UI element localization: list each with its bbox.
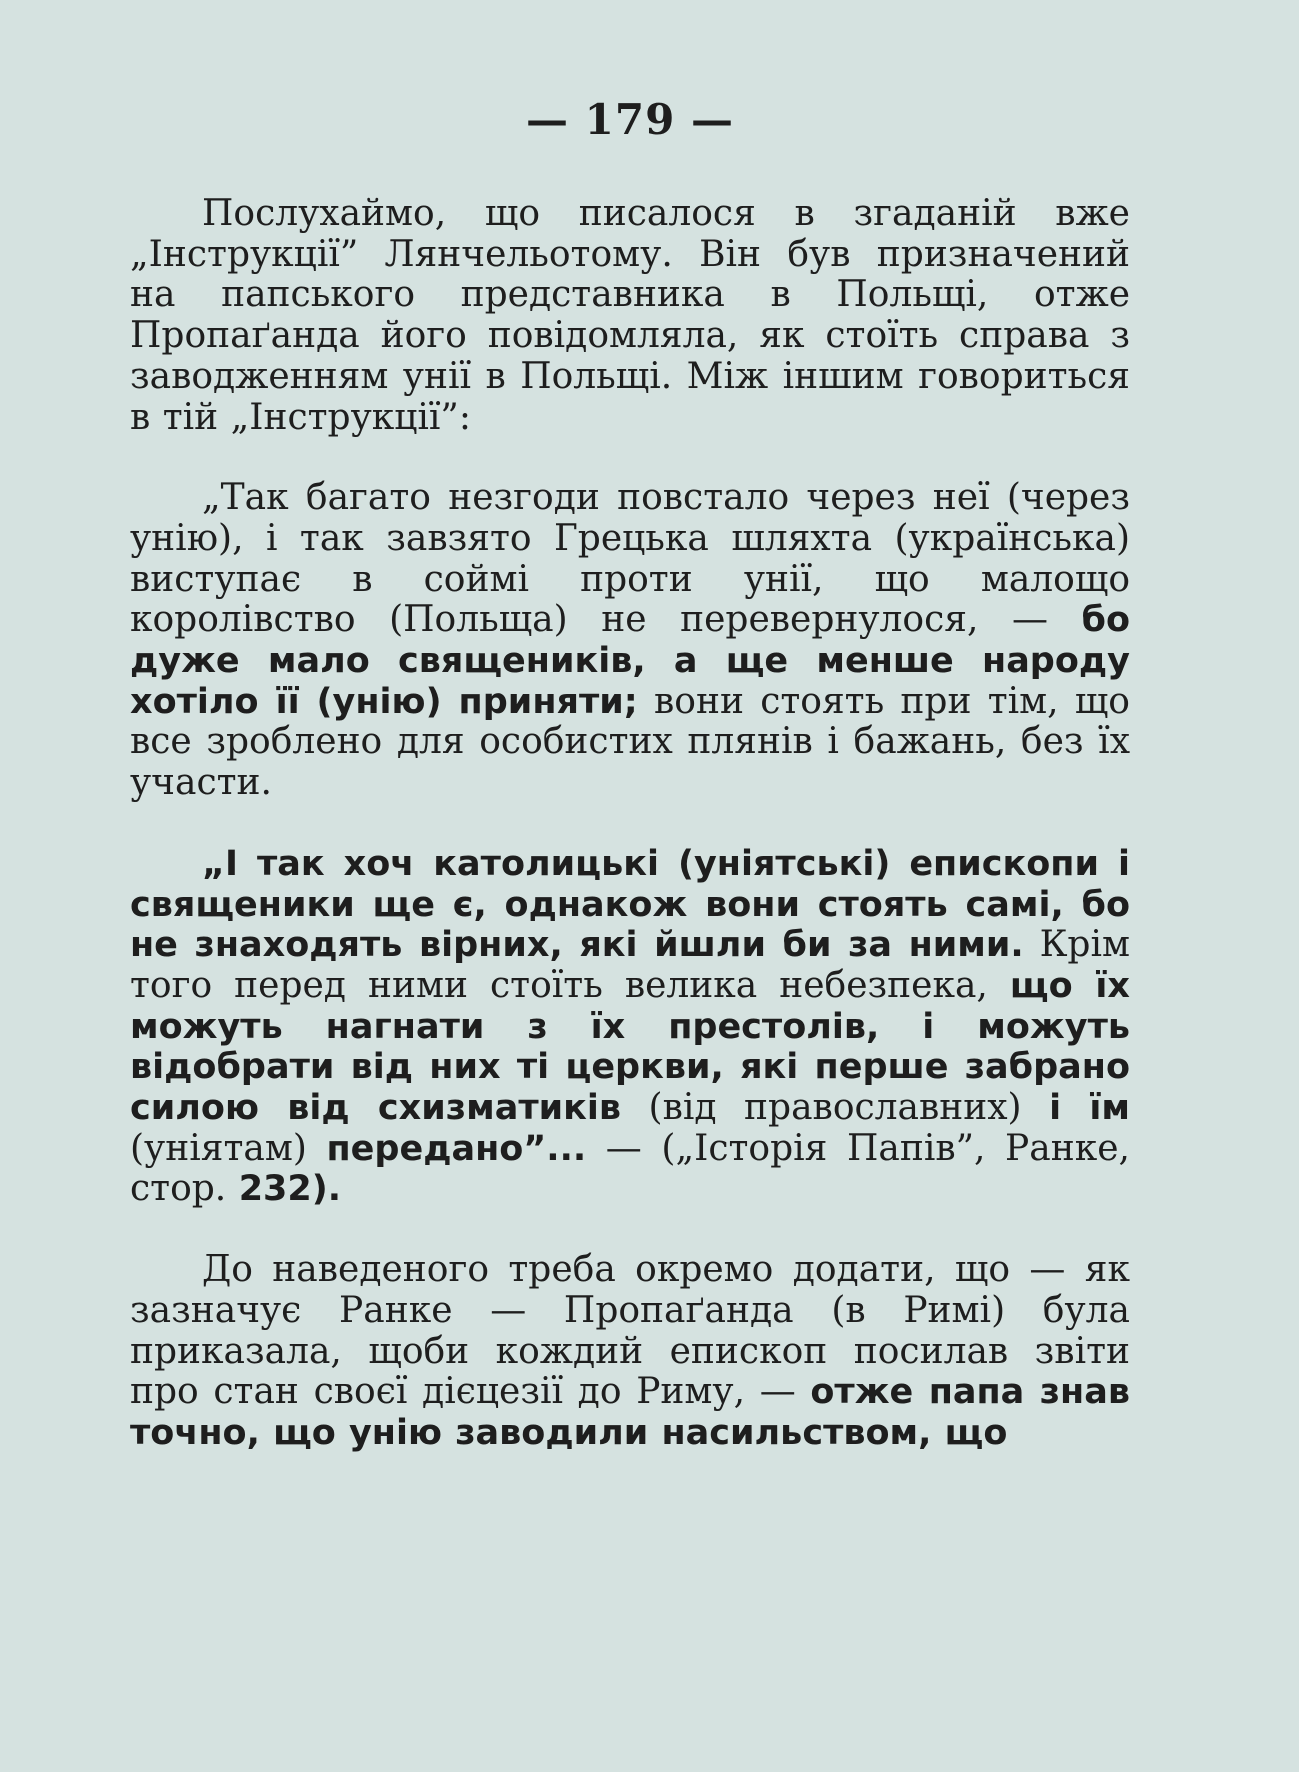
bold-text-segment: що їх можуть нагнати з їх престолів, і можуть відобрати від них ті церкви, які перше забрано силою від схизматиків: [130, 965, 1130, 1129]
text-segment: (від православних): [621, 1087, 1050, 1129]
text-segment: Послухаймо, що писалося в згаданій вже „Інструкції” Лянчельотому. Він був призначений на папського представника в Польщі, отже Пропаґанда його повідомляла, як стоїть справа з заводженням унії в Польщі. Між іншим говориться в тій „Інструкції”:: [130, 193, 1130, 438]
bold-text-segment: бо дуже мало священиків, а ще менше народу хотіло її (унію) приняти;: [130, 600, 1130, 722]
text-segment: вони стоять при тім, що все зроблено для особистих плянів і бажань, без їх участи.: [130, 680, 1130, 804]
bold-text-segment: отже папа знав точно, що унію заводили насильством, що: [130, 1372, 1131, 1453]
page-number: — 179 —: [526, 95, 734, 144]
bold-text-segment: передано”...: [326, 1128, 587, 1169]
paragraph-2-quote: [130, 478, 1130, 804]
book-page: [130, 95, 1130, 1494]
bold-text-segment: „І так хоч католицькі (уніятські) епископи і священики ще є, однакож вони стоять самі, бо не знаходять вірних, які йшли би за ними.: [130, 843, 1130, 966]
paragraph-1: [130, 194, 1130, 438]
paragraph-3-quote: [130, 844, 1130, 1210]
text-segment: До наведеного треба окремо додати, що — як зазначує Ранке — Пропаґанда (в Римі) була приказала, щоби кождий епископ посилав звіти про стан своєї дієцезії до Риму, —: [130, 1249, 1130, 1413]
text-segment: „Так багато незгоди повстало через неї (через унію), і так завзято Грецька шляхта (українська) виступає в соймі проти унії, що малощо королівство (Польща) не перевернулося, —: [130, 477, 1130, 641]
citation-page: 232).: [238, 1169, 342, 1210]
citation-text: — („Історія Папів”, Ранке, стор.: [130, 1127, 1130, 1210]
text-segment: (уніятам): [130, 1127, 327, 1169]
text-segment: Крім того перед ними стоїть велика небезпека,: [130, 924, 1130, 1006]
paragraph-4: [130, 1250, 1130, 1454]
bold-text-segment: і їм: [1049, 1088, 1130, 1129]
